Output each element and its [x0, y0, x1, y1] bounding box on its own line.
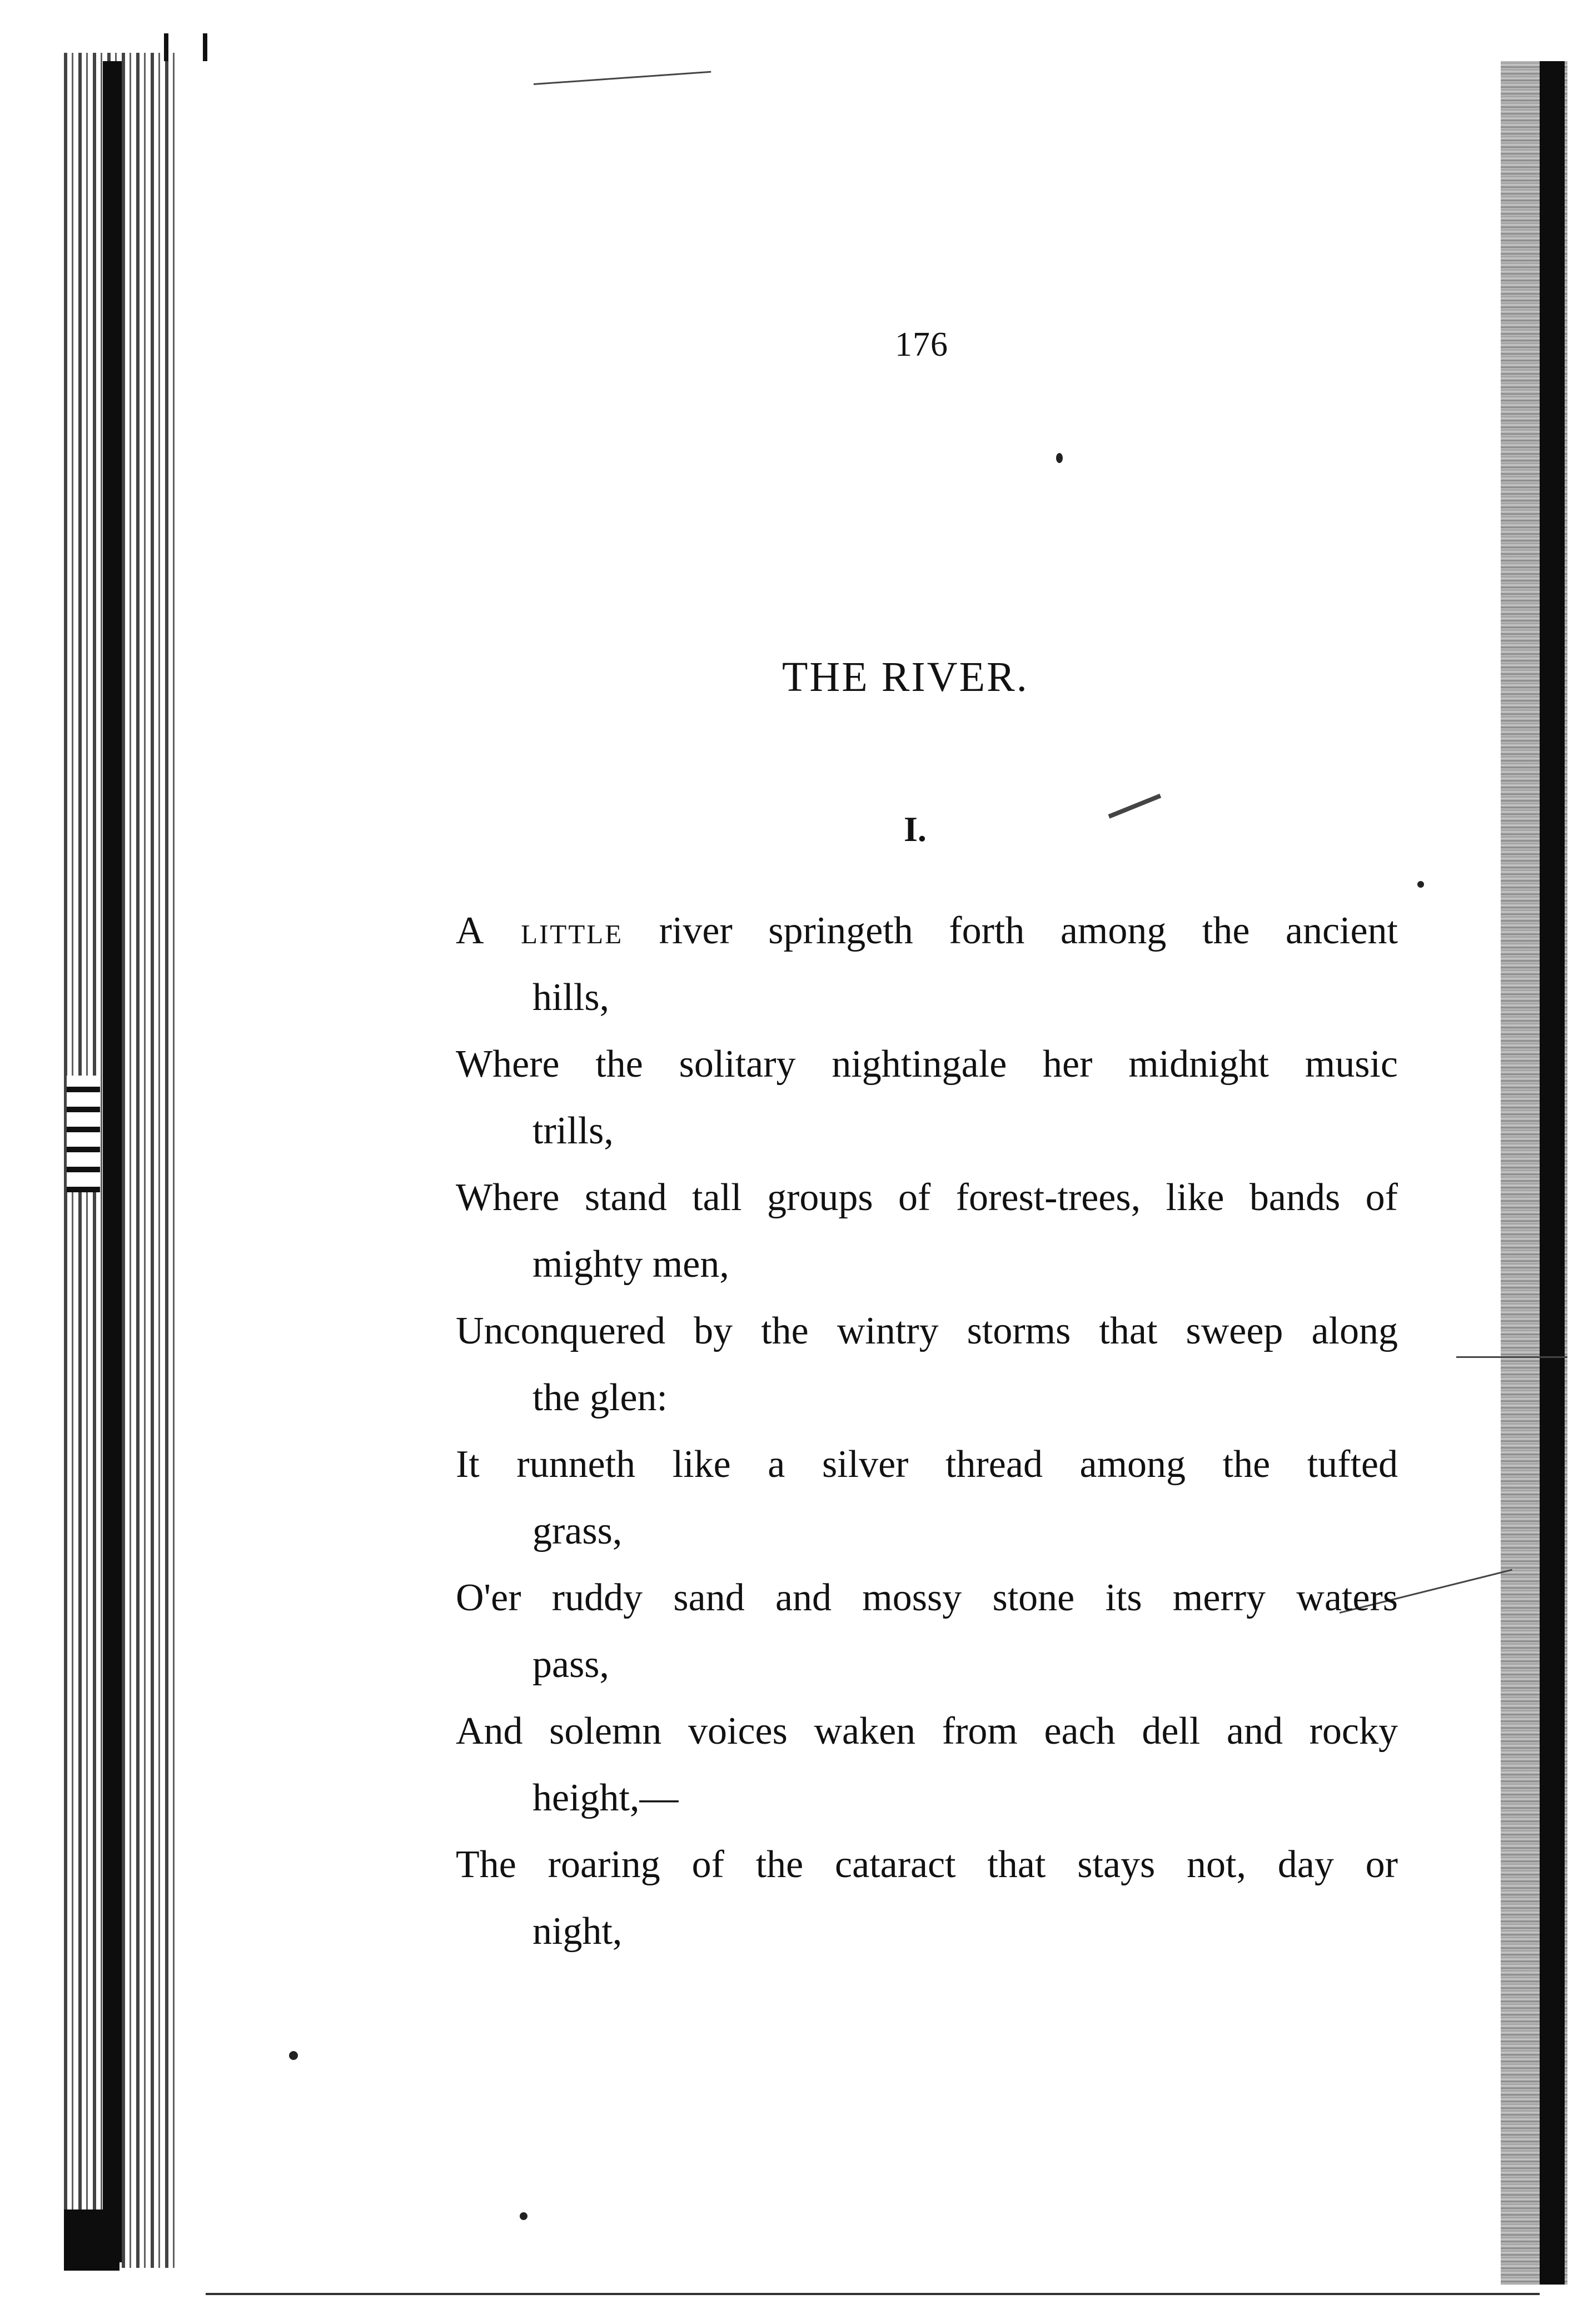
- binding-corner-left: [64, 2209, 120, 2271]
- ink-stroke: [1456, 1356, 1567, 1358]
- opening-words: A little: [456, 909, 624, 952]
- verse-line-continuation: mighty men,: [532, 1243, 729, 1286]
- verse-line: Unconquered by the wintry storms that sweep along: [456, 1310, 1398, 1352]
- binding-marks: [67, 1076, 100, 1192]
- verse-line-continuation: grass,: [532, 1510, 623, 1552]
- poem-body: [456, 898, 1398, 1965]
- verse-line: Where the solitary nightingale her midnight music: [456, 1043, 1398, 1086]
- verse-line-continuation: hills,: [532, 976, 610, 1019]
- top-edge-ticks: [164, 33, 225, 61]
- verse-line: It runneth like a silver thread among the tufted: [456, 1443, 1398, 1486]
- verse-line-text: river springeth forth among the ancient: [623, 909, 1398, 952]
- ink-speck: [289, 2051, 298, 2060]
- verse-line: The roaring of the cataract that stays not, day or: [456, 1843, 1398, 1886]
- verse-line-continuation: the glen:: [532, 1376, 668, 1419]
- ink-speck: [1056, 453, 1063, 463]
- verse-line: Where stand tall groups of forest-trees, like bands of: [456, 1176, 1398, 1219]
- section-number: I.: [904, 809, 927, 849]
- page-bottom-edge: [206, 2293, 1540, 2295]
- verse-line-continuation: height,—: [532, 1776, 679, 1819]
- binding-shadow-left: [103, 61, 122, 2262]
- verse-line-continuation: night,: [532, 1910, 623, 1953]
- verse-line-continuation: pass,: [532, 1643, 610, 1686]
- verse-line: And solemn voices waken from each dell and rocky: [456, 1710, 1398, 1753]
- page-shadow-right: [1540, 61, 1565, 2285]
- ink-speck: [1417, 881, 1424, 888]
- ink-speck: [520, 2212, 527, 2220]
- verse-line: [456, 898, 1398, 964]
- verse-line-continuation: trills,: [532, 1109, 614, 1152]
- page-number: 176: [895, 326, 948, 364]
- ink-stroke: [534, 71, 711, 85]
- poem-title: THE RIVER.: [782, 654, 1029, 700]
- ink-stroke: [1108, 794, 1162, 819]
- verse-line: O'er ruddy sand and mossy stone its merry waters: [456, 1576, 1398, 1619]
